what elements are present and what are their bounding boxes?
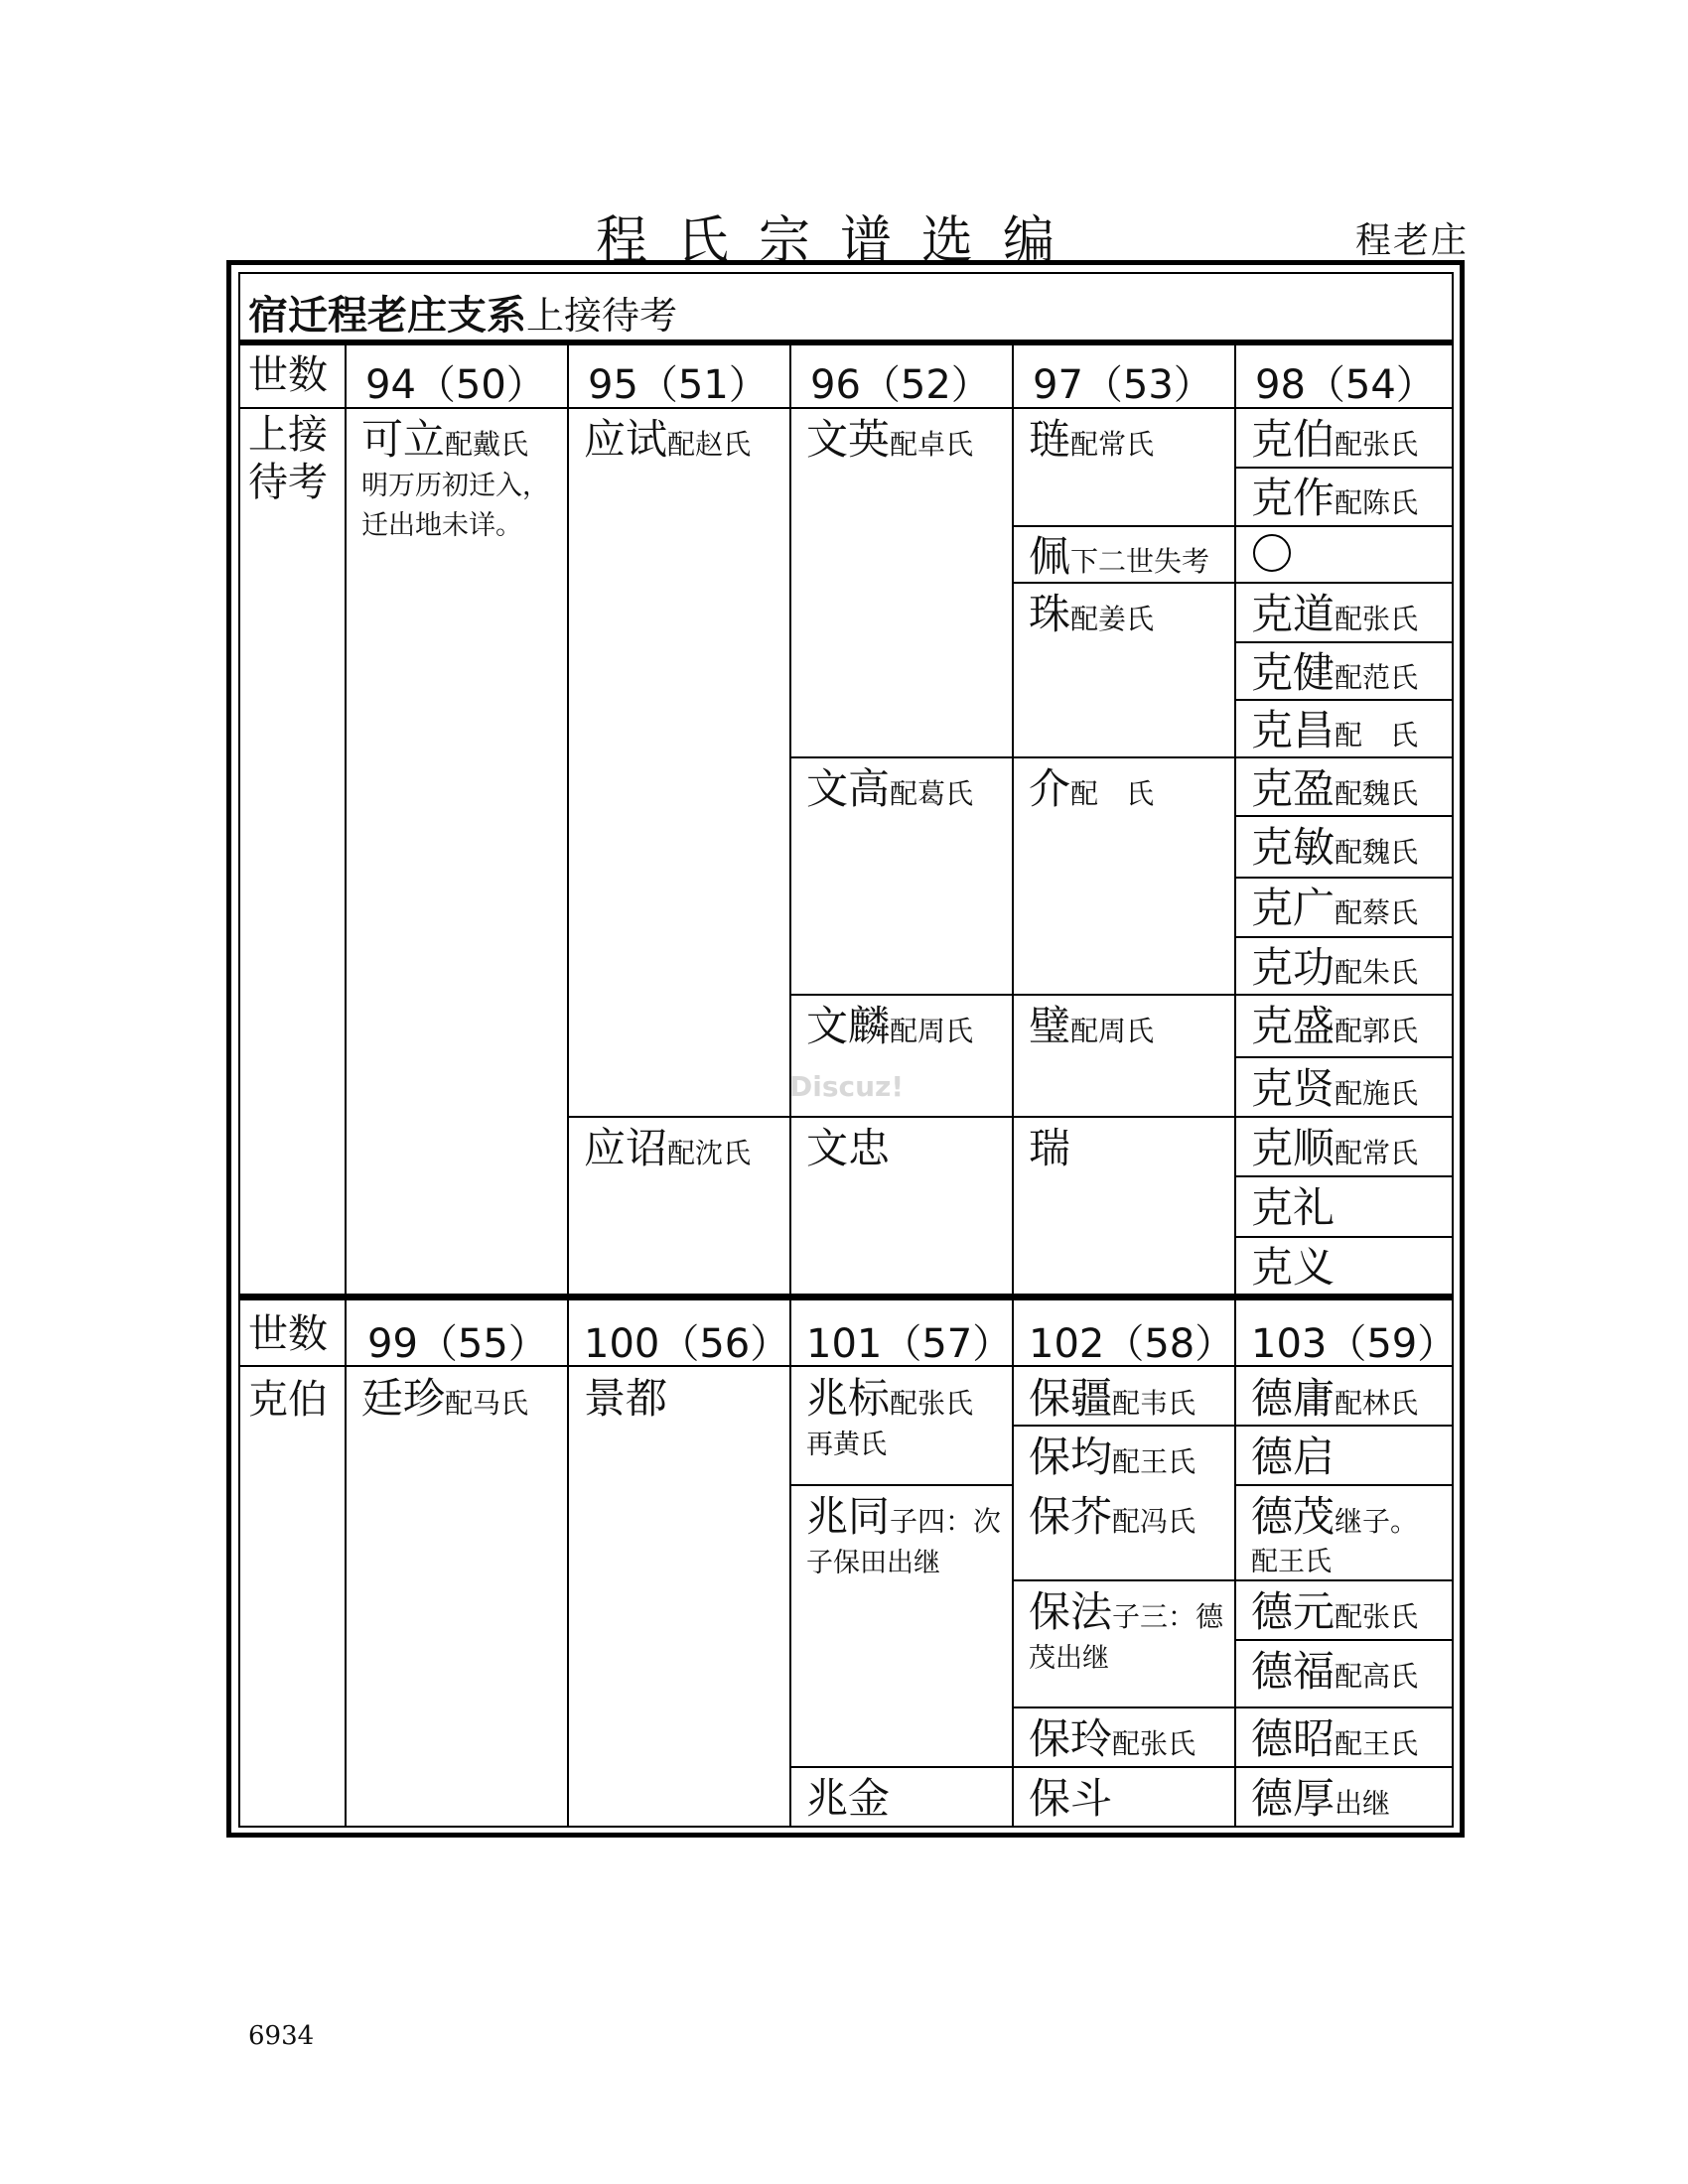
gen-header: 100（56） — [584, 1321, 790, 1367]
spouse: 配朱氏 — [1335, 956, 1419, 989]
person-name: 保疆 — [1029, 1374, 1113, 1423]
person-entry — [1251, 886, 1418, 931]
spouse: 配韦氏 — [1112, 1387, 1196, 1420]
person-entry — [1251, 1776, 1390, 1822]
spouse: 配张氏 — [890, 1387, 974, 1420]
gen-label-header: 世数 — [248, 352, 328, 398]
person-entry — [1029, 1376, 1196, 1422]
person-entry — [1251, 1649, 1418, 1695]
person-note: 子保田出继 — [806, 1548, 940, 1578]
person-name: 珠 — [1029, 590, 1071, 638]
person-entry — [1029, 1434, 1196, 1480]
person-entry — [806, 1494, 1001, 1540]
person-name: 兆标 — [806, 1374, 891, 1423]
person-name: 克昌 — [1251, 706, 1336, 754]
person-name: 琏 — [1029, 415, 1071, 464]
person-entry — [806, 1004, 973, 1049]
person-name: 德厚 — [1251, 1774, 1336, 1823]
spouse: 配陈氏 — [1335, 486, 1419, 519]
person-name: 保法 — [1029, 1587, 1113, 1636]
place-name: 程老庄 — [1355, 220, 1470, 261]
gen-header: 102（58） — [1029, 1321, 1235, 1367]
spouse: 配 氏 — [1070, 777, 1155, 810]
spouse: 配王氏 — [1112, 1445, 1196, 1478]
person-entry — [1251, 1434, 1335, 1480]
person-entry — [1251, 708, 1418, 753]
person-entry — [806, 1126, 890, 1171]
person-name: 克健 — [1251, 648, 1336, 697]
spouse: 配魏氏 — [1335, 836, 1419, 869]
spouse: 配施氏 — [1335, 1077, 1419, 1110]
person-name: 保均 — [1029, 1433, 1113, 1481]
person-name: 廷珍 — [361, 1374, 446, 1423]
person-entry — [1029, 592, 1154, 637]
person-name: 保玲 — [1029, 1714, 1113, 1763]
person-name: 应试 — [584, 415, 668, 464]
person-name: 克贤 — [1251, 1064, 1336, 1113]
gen-header: 103（59） — [1251, 1321, 1458, 1367]
person-entry — [1251, 476, 1418, 521]
person-entry — [1251, 1066, 1418, 1112]
person-entry — [1029, 417, 1154, 463]
spouse: 子三：德 — [1112, 1600, 1224, 1633]
person-name: 文高 — [806, 764, 891, 813]
spouse: 配 氏 — [1335, 719, 1419, 751]
unknown-person-circle-icon — [1253, 534, 1291, 572]
person-entry — [1251, 417, 1418, 463]
person-name: 文麟 — [806, 1002, 891, 1050]
person-entry — [1029, 1494, 1196, 1540]
person-entry — [1029, 1126, 1070, 1171]
person-entry — [1029, 1716, 1196, 1762]
spouse: 配赵氏 — [667, 428, 752, 461]
spouse: 配林氏 — [1335, 1387, 1419, 1420]
gen-header: 96（52） — [810, 362, 991, 408]
person-entry — [806, 766, 973, 812]
person-note: 茂出继 — [1029, 1643, 1109, 1674]
person-entry — [1251, 945, 1418, 991]
spouse: 配冯氏 — [1112, 1505, 1196, 1538]
spouse: 配沈氏 — [667, 1137, 752, 1169]
person-name: 克盛 — [1251, 1002, 1336, 1050]
person-entry — [1029, 1589, 1223, 1635]
person-entry — [584, 417, 751, 463]
person-note: 再黄氏 — [806, 1430, 887, 1460]
person-entry — [806, 417, 973, 463]
person-name: 璧 — [1029, 1002, 1071, 1050]
spouse: 配葛氏 — [890, 777, 974, 810]
person-entry — [1251, 1716, 1418, 1762]
person-name: 德庸 — [1251, 1374, 1336, 1423]
spouse: 配周氏 — [890, 1015, 974, 1047]
person-name: 保芥 — [1029, 1492, 1113, 1541]
person-name: 克礼 — [1251, 1183, 1336, 1232]
person-name: 克广 — [1251, 884, 1336, 932]
branch-banner — [248, 284, 677, 341]
branch-subtitle: 上接待考 — [526, 294, 678, 338]
person-entry — [1029, 534, 1209, 580]
watermark: Discuz! — [789, 1070, 905, 1103]
spouse: 下二世失考 — [1070, 545, 1210, 578]
spouse: 配姜氏 — [1070, 603, 1155, 635]
gen-header: 101（57） — [806, 1321, 1013, 1367]
person-name: 德茂 — [1251, 1492, 1336, 1541]
person-entry — [1251, 1245, 1335, 1291]
gen-header: 99（55） — [367, 1321, 548, 1367]
person-entry — [361, 1376, 528, 1422]
page-number: 6934 — [248, 2021, 315, 2051]
person-entry — [1251, 766, 1418, 812]
person-name: 克作 — [1251, 474, 1336, 522]
person-entry — [1029, 1776, 1112, 1822]
person-name: 克顺 — [1251, 1124, 1336, 1172]
person-name: 兆金 — [806, 1774, 891, 1823]
spouse: 配马氏 — [445, 1387, 529, 1420]
person-entry — [1251, 1126, 1418, 1171]
person-entry — [1029, 1004, 1154, 1049]
person-name: 瑞 — [1029, 1124, 1071, 1172]
person-entry — [1251, 650, 1418, 696]
person-name: 兆同 — [806, 1492, 891, 1541]
person-entry — [361, 417, 528, 463]
person-entry — [806, 1376, 973, 1422]
gen-header: 98（54） — [1255, 362, 1436, 408]
spouse: 配高氏 — [1335, 1660, 1419, 1693]
spouse: 配范氏 — [1335, 661, 1419, 694]
person-name: 克义 — [1251, 1243, 1336, 1292]
person-name: 德元 — [1251, 1587, 1336, 1636]
person-entry — [1251, 1004, 1418, 1049]
person-name: 德昭 — [1251, 1714, 1336, 1763]
person-name: 介 — [1029, 764, 1071, 813]
gen-header: 94（50） — [365, 362, 546, 408]
spouse: 配蔡氏 — [1335, 896, 1419, 929]
spouse: 配张氏 — [1335, 1600, 1419, 1633]
row-label: 克伯 — [248, 1377, 328, 1423]
person-entry — [1251, 825, 1418, 871]
person-entry — [584, 1126, 751, 1171]
spouse: 配张氏 — [1335, 428, 1419, 461]
spouse: 配王氏 — [1335, 1727, 1419, 1760]
person-entry — [584, 1376, 667, 1422]
person-name: 文忠 — [806, 1124, 891, 1172]
person-entry — [806, 1776, 890, 1822]
spouse: 继子。 — [1335, 1505, 1419, 1538]
spouse: 配魏氏 — [1335, 777, 1419, 810]
person-note: 明万历初迁入，迁出地未详。 — [361, 471, 549, 541]
row-label: 上接 待考 — [248, 412, 328, 505]
person-name: 可立 — [361, 415, 446, 464]
spouse: 配周氏 — [1070, 1015, 1155, 1047]
spouse: 子四：次 — [890, 1505, 1002, 1538]
spouse: 配常氏 — [1335, 1137, 1419, 1169]
gen-header: 97（53） — [1033, 362, 1213, 408]
person-name: 克功 — [1251, 943, 1336, 992]
spouse: 配张氏 — [1112, 1727, 1196, 1760]
person-name: 德启 — [1251, 1433, 1336, 1481]
person-name: 保斗 — [1029, 1774, 1113, 1823]
document-title: 程氏宗谱选编 — [596, 211, 1085, 271]
person-name: 克伯 — [1251, 415, 1336, 464]
person-name: 文英 — [806, 415, 891, 464]
spouse: 配常氏 — [1070, 428, 1155, 461]
spouse: 配郭氏 — [1335, 1015, 1419, 1047]
branch-title: 宿迁程老庄支系 — [248, 292, 526, 339]
person-entry — [1251, 1185, 1335, 1231]
person-name: 克敏 — [1251, 823, 1336, 872]
spouse: 配戴氏 — [445, 428, 529, 461]
spouse: 出继 — [1335, 1787, 1391, 1820]
person-name: 景都 — [584, 1374, 668, 1423]
person-name: 德福 — [1251, 1647, 1336, 1696]
person-note: 配王氏 — [1251, 1547, 1332, 1577]
person-entry — [1029, 766, 1154, 812]
person-entry — [1251, 1589, 1418, 1635]
spouse: 配张氏 — [1335, 603, 1419, 635]
gen-label-header: 世数 — [248, 1311, 328, 1357]
gen-header: 95（51） — [588, 362, 769, 408]
person-name: 克道 — [1251, 590, 1336, 638]
spouse: 配卓氏 — [890, 428, 974, 461]
person-name: 佩 — [1029, 532, 1071, 581]
person-entry — [1251, 592, 1418, 637]
person-name: 克盈 — [1251, 764, 1336, 813]
person-entry — [1251, 1494, 1418, 1540]
person-name: 应诏 — [584, 1124, 668, 1172]
person-entry — [1251, 1376, 1418, 1422]
